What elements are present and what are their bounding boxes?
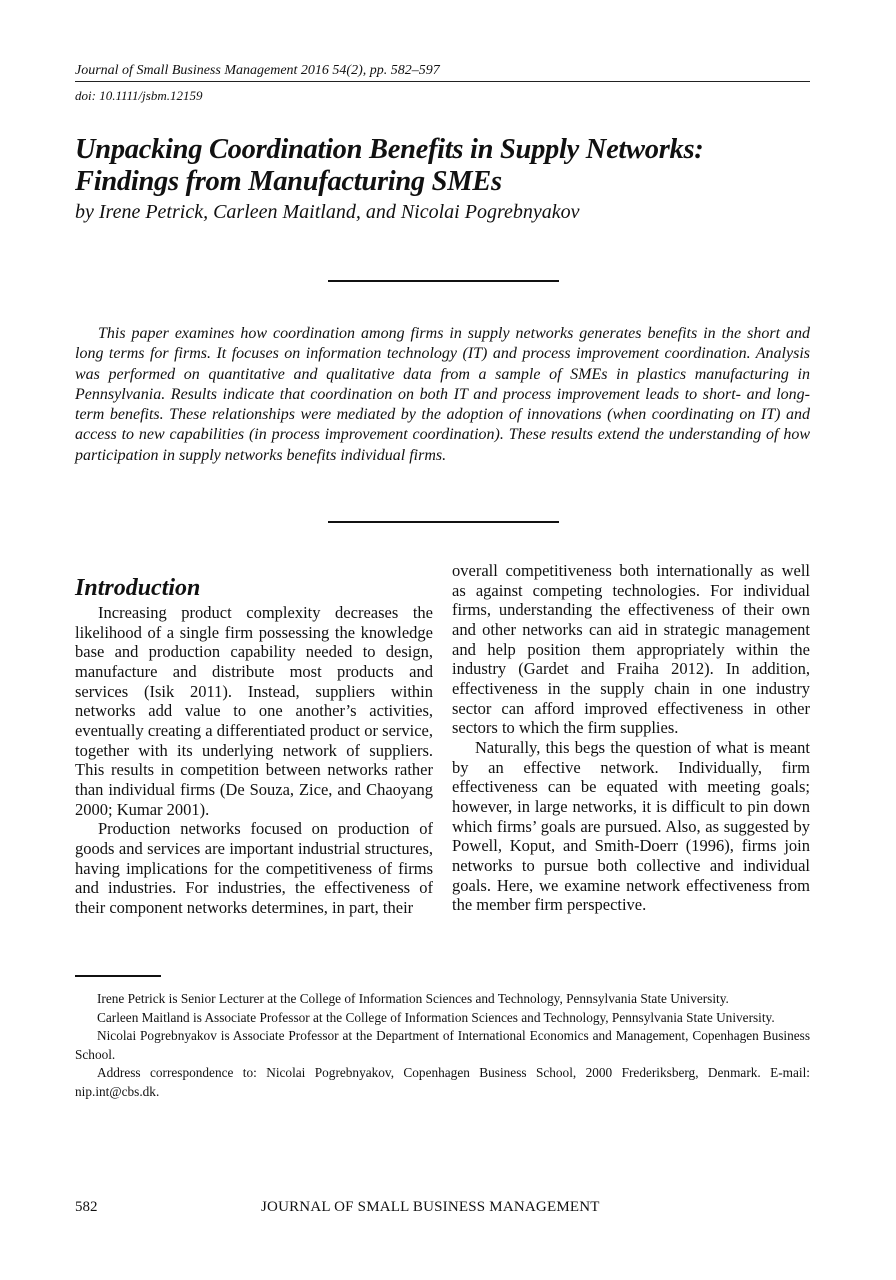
body-column-right [452, 561, 810, 915]
article-title [75, 134, 835, 198]
doi: doi: 10.1111/jsbm.12159 [75, 88, 203, 103]
abstract-top-rule [328, 280, 559, 282]
body-paragraph: Production networks focused on production of goods and services are important industrial structures, having implications for the competitiveness of firms and industries. For industries, the effectiveness of their component networks determines, in part, their [75, 819, 433, 917]
abstract-bottom-rule [328, 521, 559, 523]
running-footer-title: JOURNAL OF SMALL BUSINESS MANAGEMENT [261, 1199, 600, 1215]
body-paragraph: Increasing product complexity decreases the likelihood of a single firm possessing the knowledge base and production capability needed to design, manufacture and distribute most products and services (Isik 2011). Instead, suppliers within networks add value to one another’s activities, eventually creating a differentiated product or service, together with its underlying network of suppliers. This results in competition between networks rather than individual firms (De Souza, Zice, and Chaoyang 2000; Kumar 2001). [75, 603, 433, 819]
abstract: This paper examines how coordination among firms in supply networks generates benefits in the short and long terms for firms. It focuses on information technology (IT) and process improvement coordination. Analysis was performed on quantitative and qualitative data from a sample of SMEs in plastics manufacturing in Pennsylvania. Results indicate that coordination on both IT and process improvement leads to short- and long-term benefits. These relationships were mediated by the adoption of innovations (when coordinating on IT) and access to new capabilities (in process improvement coordination). These results extend the understanding of how participation in supply networks benefits individual firms. [75, 325, 810, 464]
body-column-left [75, 575, 433, 918]
footnote-author-2: Carleen Maitland is Associate Professor at the College of Information Sciences and Technology, Pennsylvania State University. [97, 1009, 775, 1025]
footnote-correspondence: Address correspondence to: Nicolai Pogrebnyakov, Copenhagen Business School, 2000 Frederiksberg, Denmark. E-mail: nip.int@cbs.dk. [75, 1065, 810, 1099]
footnote-author-3: Nicolai Pogrebnyakov is Associate Professor at the Department of International Economics and Management, Copenhagen Business School. [75, 1028, 810, 1062]
footnote-author-1: Irene Petrick is Senior Lecturer at the College of Information Sciences and Technology, Pennsylvania State University. [97, 991, 729, 1006]
article-title-line-2: Findings from Manufacturing SMEs [75, 166, 502, 197]
header-rule [75, 81, 810, 82]
footnote-rule [75, 975, 161, 977]
article-authors: by Irene Petrick, Carleen Maitland, and Nicolai Pogrebnyakov [75, 201, 580, 223]
article-title-line-1: Unpacking Coordination Benefits in Supply Networks: [75, 134, 704, 165]
footnotes [75, 990, 810, 1102]
page-number: 582 [75, 1199, 98, 1215]
body-paragraph-continued: overall competitiveness both internationally as well as against competing technologies. For individual firms, understanding the effectiveness of their own and other networks can aid in strategic management and help position them appropriately within the industry (Gardet and Fraiha 2012). In addition, effectiveness in the supply chain in one industry sector can afford improved effectiveness in other sectors to which the firm supplies. [452, 561, 810, 738]
section-heading-introduction: Introduction [75, 575, 201, 601]
journal-citation: Journal of Small Business Management 2016 54(2), pp. 582–597 [75, 63, 440, 78]
body-paragraph: Naturally, this begs the question of what is meant by an effective network. Individually, firm effectiveness can be equated with meeting goals; however, in large networks, it is difficult to pin down which firms’ goals are pursued. Also, as suggested by Powell, Koput, and Smith-Doerr (1996), firms join networks to pursue both collective and individual goals. Here, we examine network effectiveness from the member firm perspective. [452, 737, 810, 915]
